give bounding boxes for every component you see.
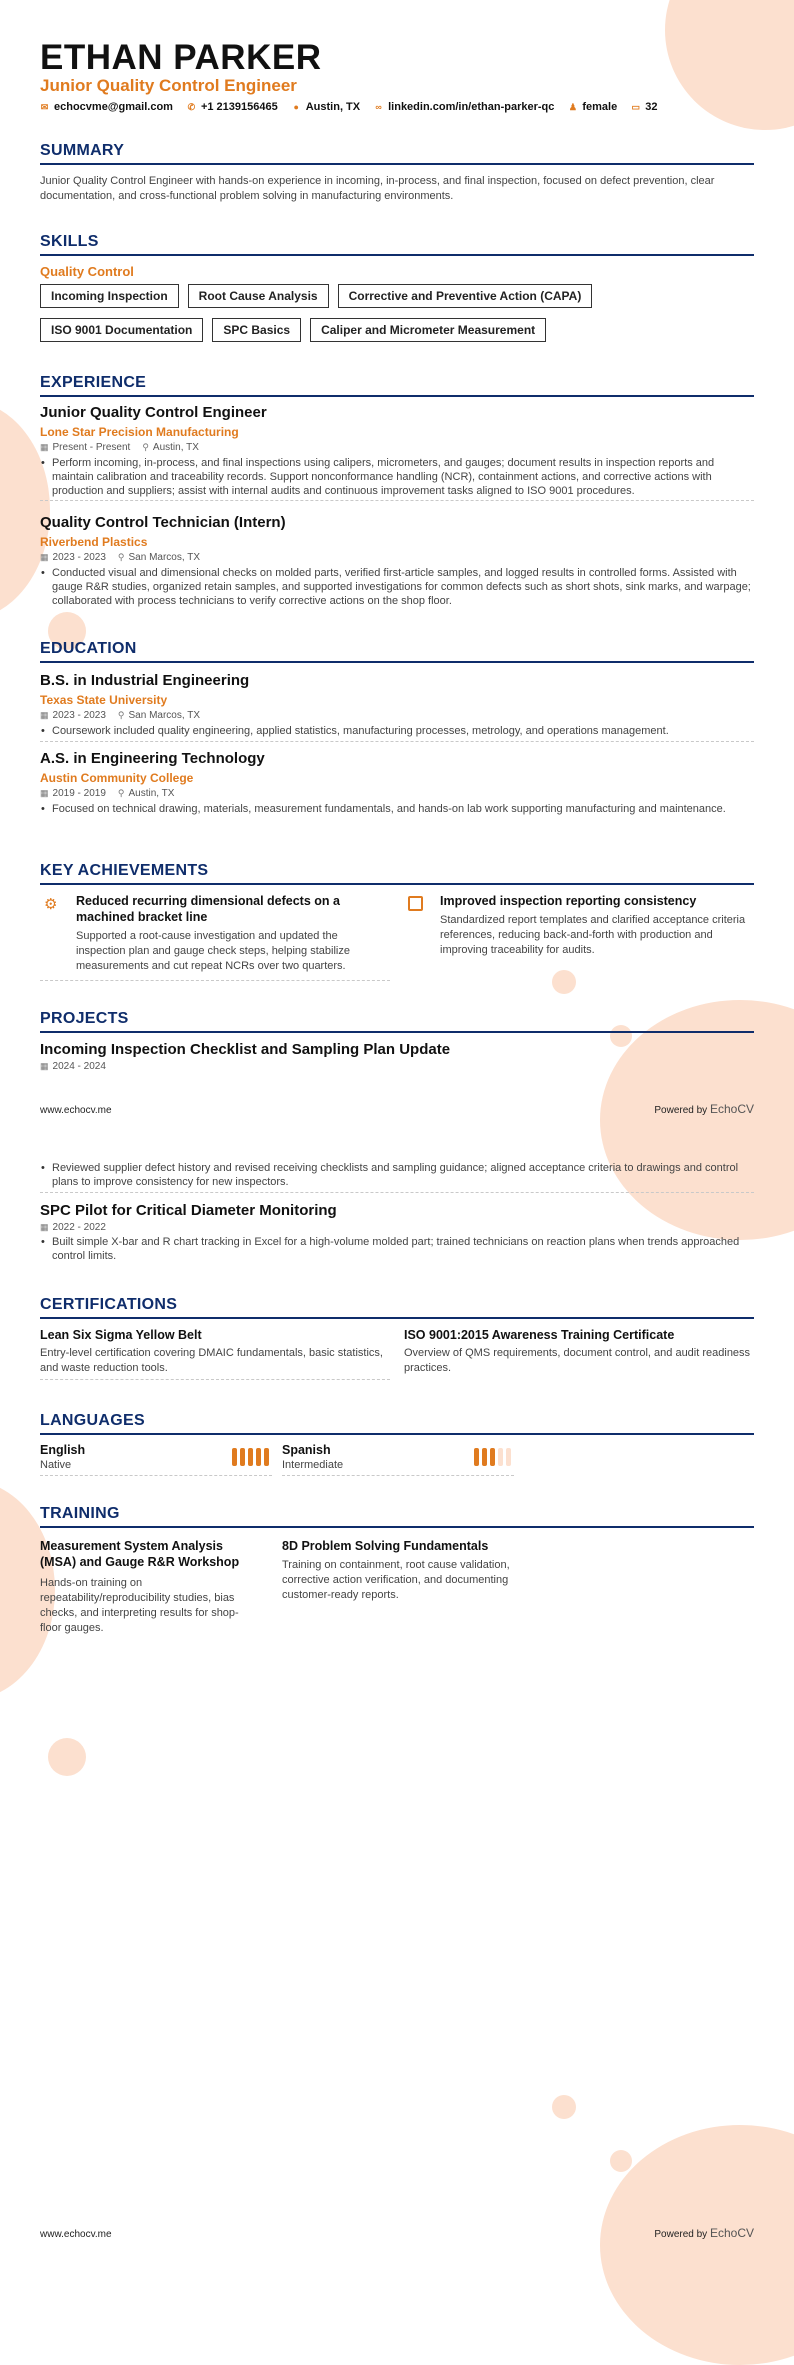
languages-heading: LANGUAGES (40, 1412, 754, 1435)
contact-gender: ♟ female (568, 101, 618, 113)
job-title: Junior Quality Control Engineer (40, 404, 267, 421)
experience-item-1 (40, 404, 754, 501)
contact-email[interactable]: ✉ echocvme@gmail.com (40, 101, 173, 113)
project-meta (40, 1061, 754, 1072)
training-text: Hands-on training on repeatability/reproducibility studies, bias checks, and interpreting results for shop-floor gauges. (40, 1577, 239, 1634)
chip-icon (408, 896, 423, 911)
edu-location: ⚲ San Marcos, TX (117, 710, 201, 721)
company-name: Riverbend Plastics (40, 535, 148, 549)
certification-text: Overview of QMS requirements, document control, and audit readiness practices. (404, 1347, 751, 1374)
rating-bar (256, 1448, 261, 1466)
decor-dot-5 (552, 2095, 576, 2119)
rating-bar (482, 1448, 487, 1466)
phone-icon: ✆ (187, 101, 196, 112)
project-bullet: • Reviewed supplier defect history and revised receiving checklists and sampling guidance; aligned acceptance criteria to drawings and control plans to improve consistency for new inspectors. (40, 1161, 754, 1193)
decor-dot-4 (48, 1738, 86, 1776)
edu-dates: ▦ 2019 - 2019 (40, 788, 106, 799)
job-location: ⚲ San Marcos, TX (117, 552, 201, 563)
language-item-2 (282, 1443, 514, 1476)
certification-name: ISO 9001:2015 Awareness Training Certificate (404, 1328, 675, 1342)
gear-icon: ⚙ (44, 896, 58, 913)
degree-title: A.S. in Engineering Technology (40, 750, 265, 767)
achievement-item-1 (40, 893, 390, 981)
skills-heading: SKILLS (40, 233, 754, 256)
calendar-icon: ▦ (40, 710, 49, 720)
certification-item-2 (404, 1328, 754, 1376)
footer-powered: Powered by EchoCV (654, 2226, 754, 2240)
language-name: English (40, 1443, 86, 1457)
rating-bar (248, 1448, 253, 1466)
rating-bar (490, 1448, 495, 1466)
project-item-2 (40, 1202, 754, 1263)
skill-tag: ISO 9001 Documentation (40, 318, 203, 342)
email-icon: ✉ (40, 101, 49, 112)
location-icon: ● (293, 101, 299, 112)
location-icon: ⚲ (117, 552, 125, 562)
project-dates: ▦ 2024 - 2024 (40, 1061, 106, 1072)
education-item-2 (40, 750, 754, 816)
edu-bullet: • Coursework included quality engineering, applied statistics, manufacturing processes, metrology, and operations management. (40, 724, 754, 742)
achievement-text: Standardized report templates and clarified acceptance criteria references, reducing back-and-forth with production and improving traceability for audits. (440, 914, 746, 956)
location-icon: ⚲ (117, 710, 125, 720)
candidate-name: ETHAN PARKER (40, 38, 322, 77)
language-rating (474, 1448, 514, 1471)
contact-age: ▭ 32 (631, 101, 658, 113)
achievement-title: Improved inspection reporting consistency (440, 894, 697, 908)
job-bullet: • Conducted visual and dimensional checks on molded parts, verified first-article samples, and logged results in controlled forms. Assisted with gauge R&R studies, organized retain samples, and supported investigations for common defects such as short shots, sink marks, and warpage; collaborated with process technicians to verify corrective actions on the shop floor. (40, 566, 754, 608)
language-rating (232, 1448, 272, 1471)
school-name: Texas State University (40, 693, 168, 707)
project-dates: ▦ 2022 - 2022 (40, 1222, 106, 1233)
achievement-text: Supported a root-cause investigation and updated the inspection plan and gauge check steps, helping stabilize measurements and cut repeat NCRs over two quarters. (76, 930, 350, 972)
summary-heading: SUMMARY (40, 142, 754, 165)
education-item-1 (40, 672, 754, 742)
skill-tag: SPC Basics (212, 318, 301, 342)
training-heading: TRAINING (40, 1505, 754, 1528)
summary-text: Junior Quality Control Engineer with hands-on experience in incoming, in-process, and final inspection, focused on defect prevention, clear documentation, and cross-functional problem solving in manufacturing environments. (40, 175, 715, 202)
job-dates: ▦ 2023 - 2023 (40, 552, 106, 563)
project-title: SPC Pilot for Critical Diameter Monitoring (40, 1202, 337, 1219)
decor-circle-top-right (665, 0, 794, 130)
edu-bullet: • Focused on technical drawing, materials, measurement fundamentals, and hands-on lab work supporting manufacturing and maintenance. (40, 802, 732, 816)
training-name: Measurement System Analysis (MSA) and Gauge R&R Workshop (40, 1539, 240, 1569)
job-bullet: • Perform incoming, in-process, and final inspections using calipers, micrometers, and gauges; document results in inspection reports and maintain calibration and traceability records. Support nonconformance handling (NCR), containment actions, and corrective actions with production and suppliers; assist with internal audits and continuous improvement tasks aligned to ISO 9001 procedures. (40, 456, 754, 501)
language-level: Native (40, 1459, 72, 1471)
degree-title: B.S. in Industrial Engineering (40, 672, 250, 689)
footer-website[interactable]: www.echocv.me (40, 1105, 112, 1116)
job-title: Quality Control Technician (Intern) (40, 514, 286, 531)
skill-tag: Caliper and Micrometer Measurement (310, 318, 546, 342)
location-icon: ⚲ (117, 788, 125, 798)
footer-powered: Powered by EchoCV (654, 1102, 754, 1116)
contact-phone[interactable]: ✆ +1 2139156465 (187, 101, 278, 113)
job-meta (40, 442, 754, 453)
language-item-1 (40, 1443, 272, 1476)
certification-item-1 (40, 1328, 390, 1380)
project-item-1-body (40, 1161, 754, 1193)
footer-brand[interactable]: EchoCV (709, 2226, 754, 2240)
person-icon: ♟ (568, 101, 577, 112)
experience-heading: EXPERIENCE (40, 374, 754, 397)
rating-bar (264, 1448, 269, 1466)
footer-website[interactable]: www.echocv.me (40, 2229, 112, 2240)
contact-linkedin[interactable]: ∞ linkedin.com/in/ethan-parker-qc (375, 101, 555, 113)
contact-bar (40, 101, 657, 113)
school-name: Austin Community College (40, 771, 194, 785)
company-name: Lone Star Precision Manufacturing (40, 425, 239, 439)
project-item-1-head (40, 1041, 754, 1072)
rating-bar (240, 1448, 245, 1466)
certification-text: Entry-level certification covering DMAIC fundamentals, basic statistics, and waste reduction tools. (40, 1347, 383, 1374)
training-text: Training on containment, root cause validation, corrective action verification, and documenting customer-ready reports. (282, 1559, 510, 1601)
project-bullet: • Built simple X-bar and R chart tracking in Excel for a high-volume molded part; trained technicians on reaction plans when trends approached control limits. (40, 1235, 742, 1263)
footer-brand[interactable]: EchoCV (709, 1102, 754, 1116)
edu-meta (40, 788, 754, 799)
calendar-icon: ▦ (40, 1222, 49, 1232)
job-dates: ▦ Present - Present (40, 442, 131, 453)
project-title: Incoming Inspection Checklist and Sampling Plan Update (40, 1041, 451, 1058)
rating-bar (474, 1448, 479, 1466)
edu-meta (40, 710, 754, 721)
rating-bar (506, 1448, 511, 1466)
training-item-2 (282, 1538, 512, 1603)
training-name: 8D Problem Solving Fundamentals (282, 1539, 489, 1553)
achievement-item-2 (404, 893, 754, 958)
contact-location: ● Austin, TX (293, 101, 361, 113)
calendar-icon: ▦ (40, 442, 49, 452)
skill-tag: Root Cause Analysis (188, 284, 329, 308)
calendar-icon: ▦ (40, 552, 49, 562)
education-heading: EDUCATION (40, 640, 754, 663)
job-location: ⚲ Austin, TX (142, 442, 199, 453)
calendar-icon: ▦ (40, 1061, 49, 1071)
achievements-heading: KEY ACHIEVEMENTS (40, 862, 754, 885)
skills-group-title: Quality Control (40, 264, 134, 279)
certifications-heading: CERTIFICATIONS (40, 1296, 754, 1319)
experience-item-2 (40, 514, 754, 608)
decor-dot-6 (610, 2150, 632, 2172)
decor-dot-2 (552, 970, 576, 994)
edu-location: ⚲ Austin, TX (117, 788, 175, 799)
language-level: Intermediate (282, 1459, 344, 1471)
candidate-role: Junior Quality Control Engineer (40, 76, 297, 95)
skills-row-2 (40, 318, 555, 342)
project-meta (40, 1222, 754, 1233)
calendar-icon: ▭ (631, 101, 640, 112)
language-name: Spanish (282, 1443, 331, 1457)
certification-name: Lean Six Sigma Yellow Belt (40, 1328, 202, 1342)
achievement-title: Reduced recurring dimensional defects on a machined bracket line (76, 894, 340, 924)
skill-tag: Corrective and Preventive Action (CAPA) (338, 284, 593, 308)
projects-heading: PROJECTS (40, 1010, 754, 1033)
rating-bar (232, 1448, 237, 1466)
edu-dates: ▦ 2023 - 2023 (40, 710, 106, 721)
skills-row-1 (40, 284, 601, 308)
calendar-icon: ▦ (40, 788, 49, 798)
link-icon: ∞ (375, 101, 382, 112)
skill-tag: Incoming Inspection (40, 284, 179, 308)
rating-bar (498, 1448, 503, 1466)
location-icon: ⚲ (142, 442, 149, 452)
job-meta (40, 552, 754, 563)
training-item-1 (40, 1538, 260, 1636)
